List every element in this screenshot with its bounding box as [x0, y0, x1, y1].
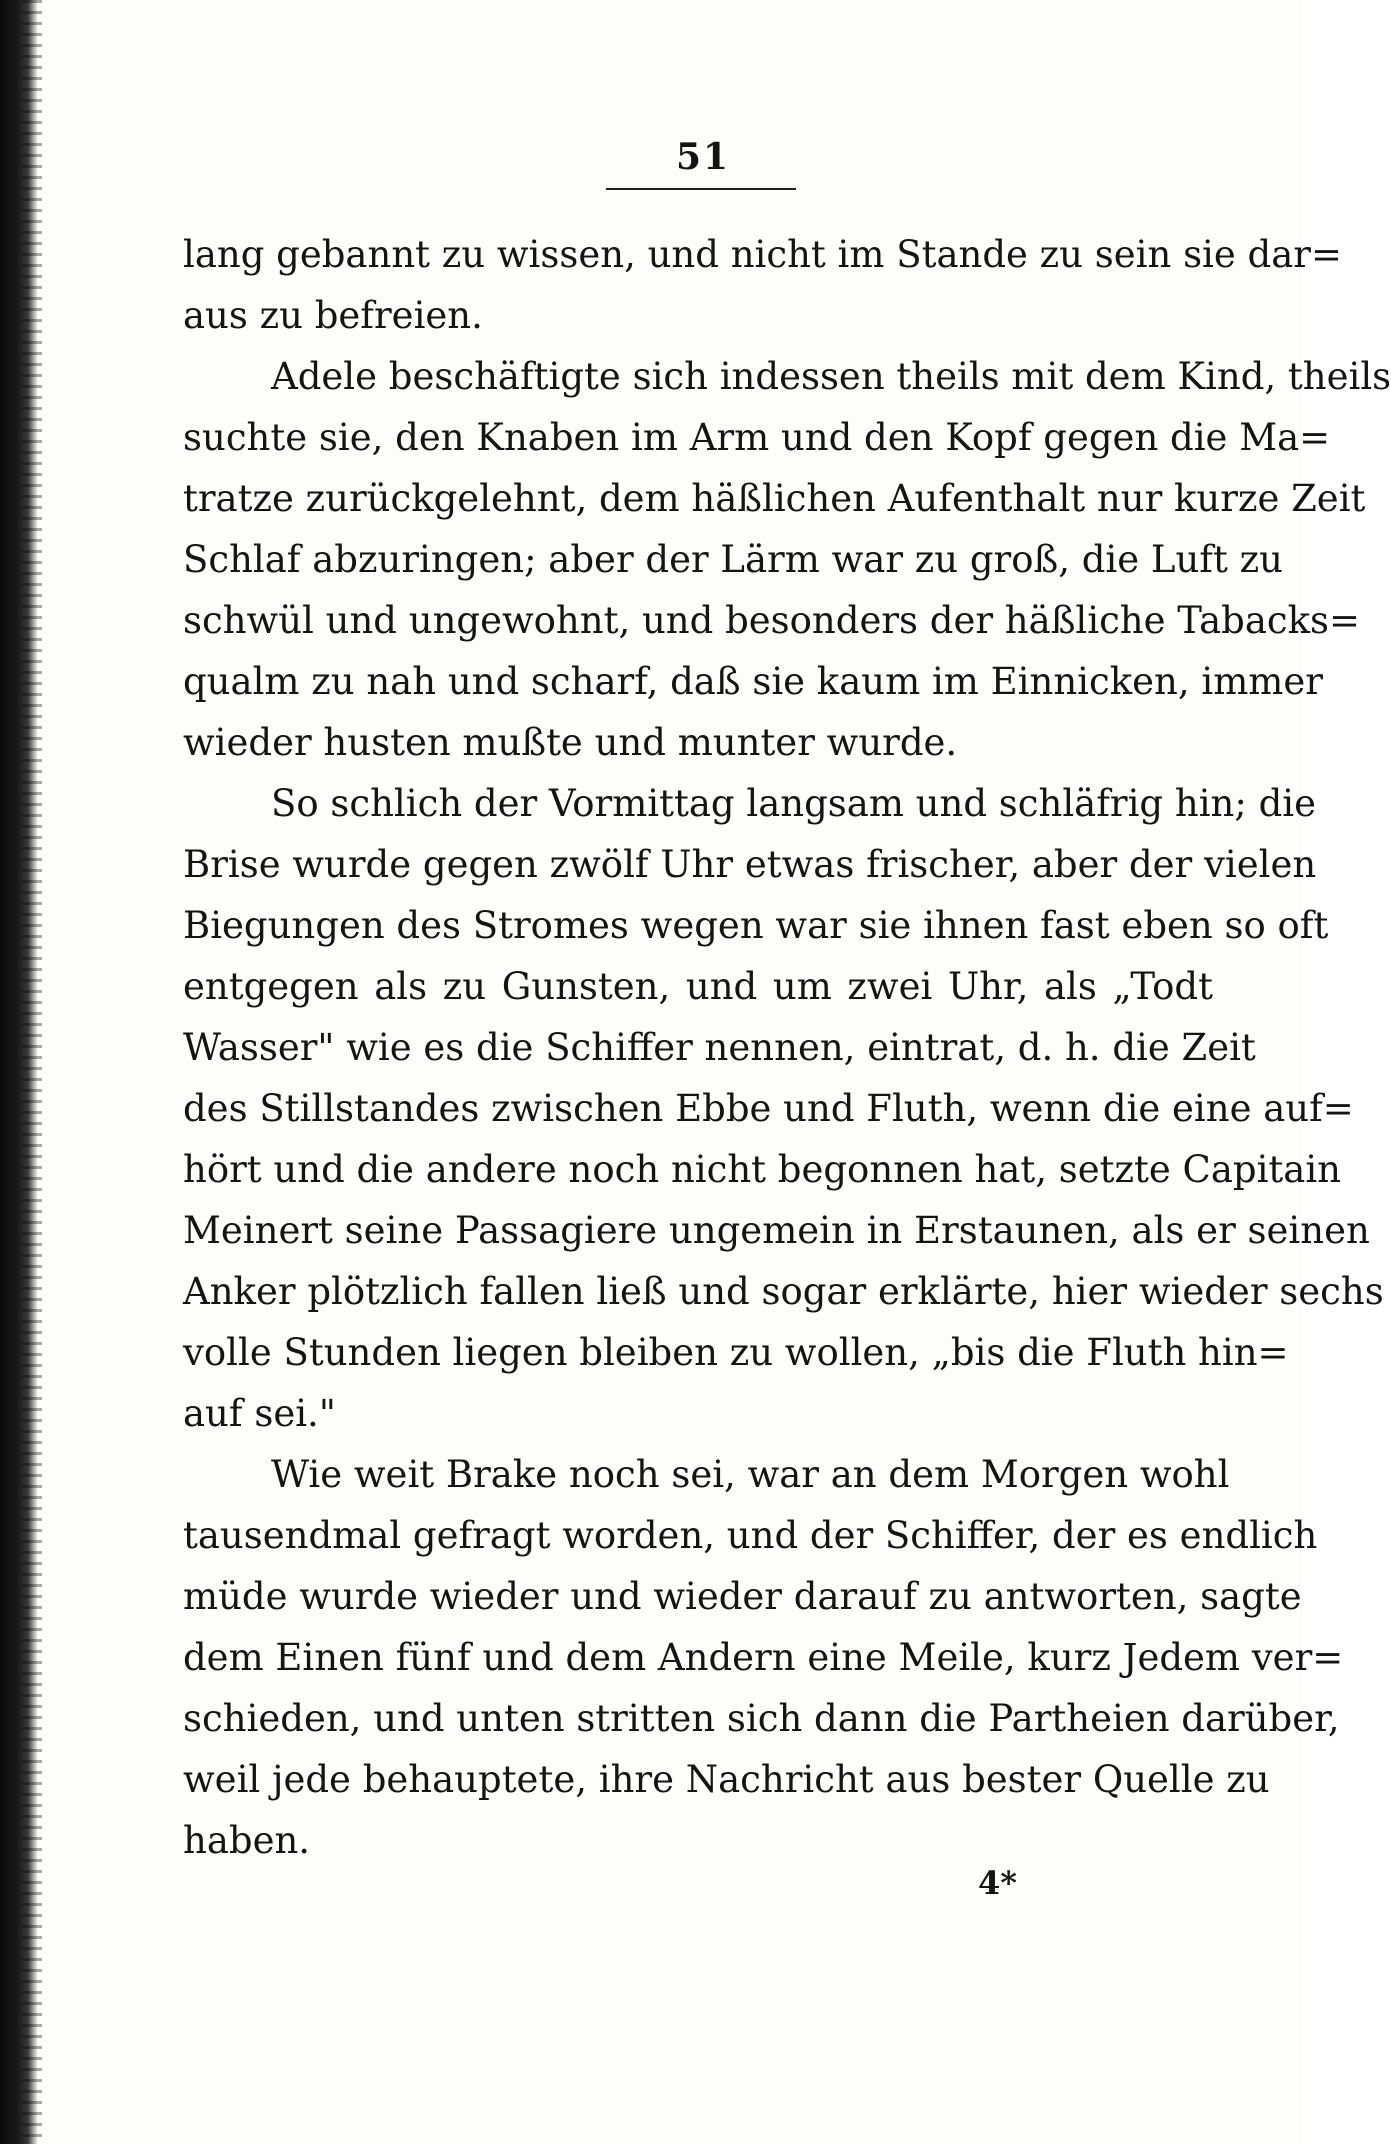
text-line: haben.: [183, 1819, 311, 1862]
page-number: 51: [676, 136, 731, 178]
paragraph-3: [183, 773, 1384, 1444]
text-line: Biegungen des Stromes wegen war sie ihnen fast eben so oft: [183, 904, 1329, 947]
text-line: tausendmal gefragt worden, und der Schiffer, der es endlich: [183, 1514, 1318, 1557]
text-line: aus zu befreien.: [183, 294, 483, 337]
text-line: So schlich der Vormittag langsam und schläfrig hin; die: [271, 782, 1317, 825]
text-line: des Stillstandes zwischen Ebbe und Fluth, wenn die eine auf=: [183, 1087, 1354, 1130]
text-line: schieden, und unten stritten sich dann die Partheien darüber,: [183, 1697, 1340, 1740]
text-line: qualm zu nah und scharf, daß sie kaum im Einnicken, immer: [183, 660, 1323, 703]
paragraph-2: [183, 346, 1391, 773]
text-line: Meinert seine Passagiere ungemein in Erstaunen, als er seinen: [183, 1209, 1370, 1252]
text-line: volle Stunden liegen bleiben zu wollen, „bis die Fluth hin=: [183, 1331, 1289, 1374]
text-line: Schlaf abzuringen; aber der Lärm war zu groß, die Luft zu: [183, 538, 1283, 581]
text-line: suchte sie, den Knaben im Arm und den Kopf gegen die Ma=: [183, 416, 1331, 459]
header-rule: [606, 188, 796, 190]
text-line: hört und die andere noch nicht begonnen hat, setzte Capitain: [183, 1148, 1342, 1191]
text-line: weil jede behauptete, ihre Nachricht aus bester Quelle zu: [183, 1758, 1270, 1801]
text-line: Brise wurde gegen zwölf Uhr etwas frischer, aber der vielen: [183, 843, 1317, 886]
text-line: müde wurde wieder und wieder darauf zu antworten, sagte: [183, 1575, 1302, 1618]
paragraph-4: [183, 1444, 1344, 1871]
text-line: Adele beschäftigte sich indessen theils mit dem Kind, theils: [271, 355, 1391, 398]
text-line: auf sei.": [183, 1392, 336, 1435]
text-line: dem Einen fünf und dem Andern eine Meile, kurz Jedem ver=: [183, 1636, 1344, 1679]
paragraph-1: [183, 224, 1342, 346]
text-line: Anker plötzlich fallen ließ und sogar erklärte, hier wieder sechs: [183, 1270, 1384, 1313]
text-line: entgegen als zu Gunsten, und um zwei Uhr, als „Todt: [183, 965, 1213, 1008]
binding-texture: [22, 0, 42, 2144]
text-line: tratze zurückgelehnt, dem häßlichen Aufenthalt nur kurze Zeit: [183, 477, 1366, 520]
text-line: Wie weit Brake noch sei, war an dem Morgen wohl: [271, 1453, 1230, 1496]
text-line: wieder husten mußte und munter wurde.: [183, 721, 958, 764]
text-line: schwül und ungewohnt, und besonders der häßliche Tabacks=: [183, 599, 1361, 642]
text-line: Wasser" wie es die Schiffer nennen, eintrat, d. h. die Zeit: [183, 1026, 1256, 1069]
printer-signature-mark: 4*: [978, 1864, 1017, 1902]
body-text: [183, 224, 1391, 1871]
text-line: lang gebannt zu wissen, und nicht im Stande zu sein sie dar=: [183, 233, 1342, 276]
